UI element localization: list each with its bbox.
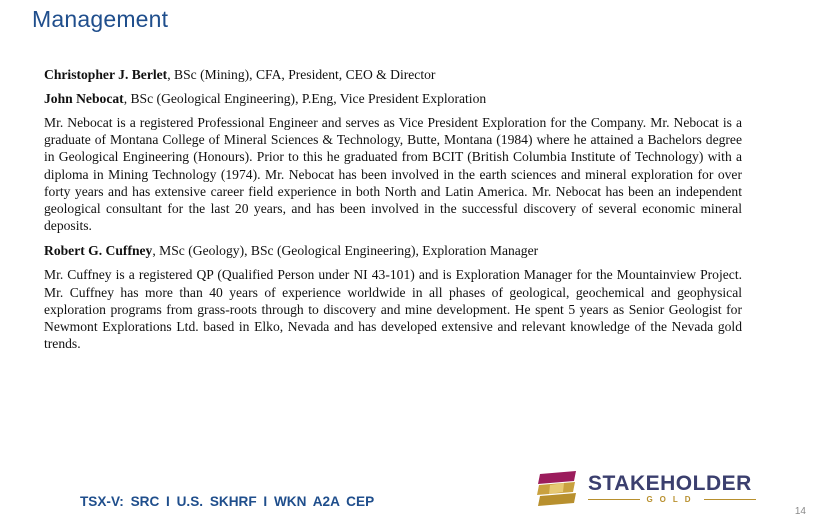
person-credentials: , BSc (Mining), CFA, President, CEO & Director xyxy=(167,67,436,82)
logo-rule-right xyxy=(704,499,756,500)
page-title: Management xyxy=(32,6,169,32)
page-number: 14 xyxy=(794,506,806,517)
person-name: Christopher J. Berlet xyxy=(44,67,168,82)
person-bio-cuffney: Mr. Cuffney is a registered QP (Qualified Person under NI 43-101) and is Exploration Manager for the Mountainview Project. Mr. Cuffney has more than 40 years of experience worldwide in all phases of geological, geochemical and geophysical exploration programs from grass-roots through to discovery and mine development. He spent 5 years as Senior Geologist for Newmont Explorations Ltd. based in Elko, Nevada and has developed extensive and relevant knowledge of the Nevada gold trends. xyxy=(44,267,742,352)
management-content xyxy=(44,66,742,360)
person-heading-cuffney xyxy=(44,242,742,260)
person-heading-berlet xyxy=(44,66,742,84)
person-name: John Nebocat xyxy=(44,91,124,106)
ticker-footer: TSX-V: SRC I U.S. SKHRF I WKN A2A CEP xyxy=(80,494,375,509)
person-name: Robert G. Cuffney xyxy=(44,243,153,259)
logo-rule-left xyxy=(588,499,640,500)
logo-subline xyxy=(588,495,756,504)
person-credentials: , BSc (Geological Engineering), P.Eng, Vice President Exploration xyxy=(123,91,487,106)
person-bio-nebocat: Mr. Nebocat is a registered Professional Engineer and serves as Vice President Exploration for the Company. Mr. Nebocat is a graduate of Montana College of Mineral Sciences & Technology, Butte, Montana (1984) where he attained a Bachelors degree in Geological Engineering (Honours). Prior to this he graduated from BCIT (British Columbia Institute of Technology) with a diploma in Mining Technology (1974). Mr. Nebocat has been involved in the earth sciences and mineral exploration for over forty years and has extensive career field experience in both North and Latin America. Mr. Nebocat has been an independent geological consultant for the last 20 years, and has been involved in the successful discovery of several economic mineral deposits. xyxy=(44,115,742,234)
logo-mark-icon xyxy=(536,470,582,506)
person-heading-nebocat xyxy=(44,90,742,108)
logo-subtext: GOLD xyxy=(646,495,698,504)
person-credentials: , MSc (Geology), BSc (Geological Engineering), Exploration Manager xyxy=(152,243,539,259)
stakeholder-gold-logo xyxy=(536,470,760,506)
logo-wordmark: STAKEHOLDER xyxy=(588,472,752,495)
